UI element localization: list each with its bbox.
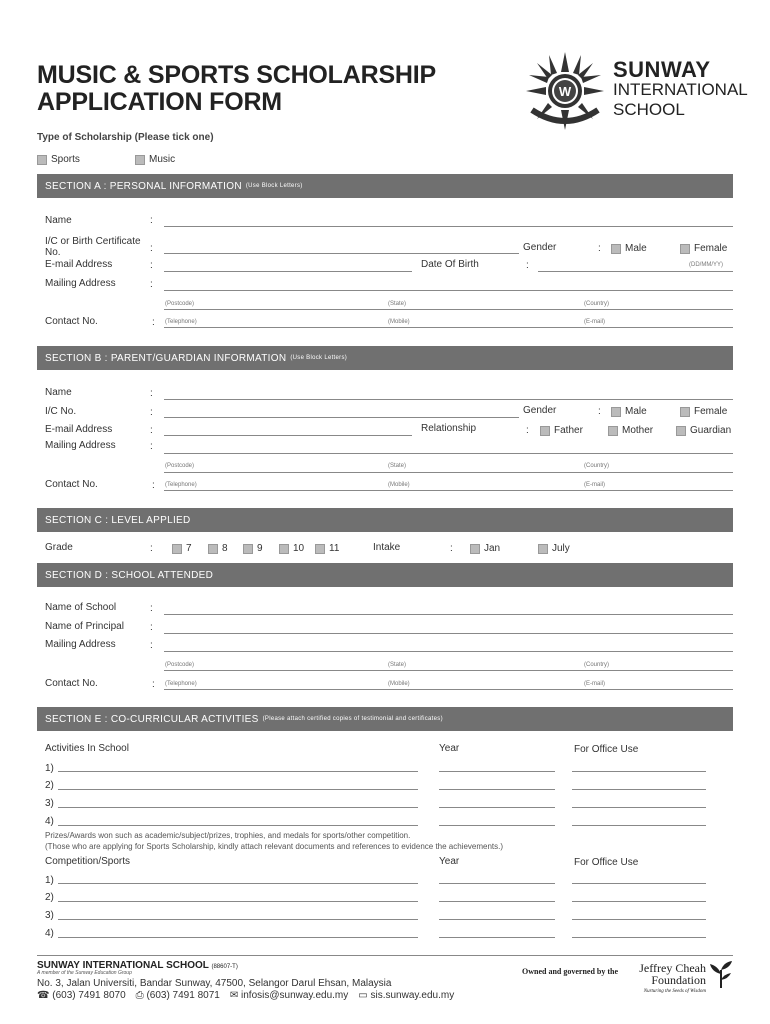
a-dob-field[interactable] bbox=[538, 271, 733, 272]
footer-email[interactable]: ✉ infosis@sunway.edu.my bbox=[229, 990, 349, 1001]
checkbox[interactable] bbox=[37, 155, 47, 165]
b-relationship-label: Relationship bbox=[421, 423, 477, 434]
footer-phone[interactable]: ☎ (603) 7491 8070 bbox=[37, 990, 126, 1001]
e-prizes-note-1: Prizes/Awards won such as academic/subject/prizes, trophies, and medals for sports/other competition. bbox=[45, 831, 411, 840]
e-activity-field-4[interactable] bbox=[58, 825, 418, 826]
e-competition-office-label: For Office Use bbox=[574, 857, 639, 868]
a-mailing-label: Mailing Address bbox=[45, 278, 116, 289]
b-ic-label: I/C No. bbox=[45, 406, 77, 417]
c-intake-july[interactable]: July bbox=[538, 543, 570, 554]
e-comp-year-1[interactable] bbox=[439, 883, 555, 884]
e-competition-label: Competition/Sports bbox=[45, 856, 131, 867]
section-a-header: SECTION A : PERSONAL INFORMATION (Use Block Letters) bbox=[37, 174, 733, 198]
sunway-sun-logo-icon bbox=[524, 50, 606, 132]
e-office-label: For Office Use bbox=[574, 744, 639, 755]
e-activity-field-2[interactable] bbox=[58, 789, 418, 790]
b-rel-father[interactable]: Father bbox=[540, 425, 583, 436]
e-activity-year-4[interactable] bbox=[439, 825, 555, 826]
a-dob-hint: (DD/MM/YY) bbox=[689, 262, 723, 268]
a-mailing-field-2[interactable] bbox=[164, 309, 733, 310]
c-grade-9[interactable]: 9 bbox=[243, 543, 263, 554]
c-intake-label: Intake bbox=[373, 542, 401, 553]
footer-owned-label: Owned and governed by the bbox=[522, 967, 619, 976]
e-comp-year-3[interactable] bbox=[439, 919, 555, 920]
svg-text:W: W bbox=[558, 84, 572, 99]
b-rel-mother[interactable]: Mother bbox=[608, 425, 653, 436]
brand-name bbox=[613, 57, 748, 120]
footer-school-name: SUNWAY INTERNATIONAL SCHOOL (88607-T) bbox=[37, 960, 238, 971]
b-mailing-label: Mailing Address bbox=[45, 440, 116, 451]
e-comp-year-2[interactable] bbox=[439, 901, 555, 902]
e-year-label: Year bbox=[439, 743, 460, 754]
mail-icon: ✉ bbox=[229, 990, 239, 1001]
e-competition-year-label: Year bbox=[439, 856, 460, 867]
d-mailing-label: Mailing Address bbox=[45, 639, 116, 650]
e-comp-office-1[interactable] bbox=[572, 883, 706, 884]
footer-divider bbox=[37, 955, 733, 956]
a-mailing-field-1[interactable] bbox=[164, 290, 733, 291]
b-rel-guardian[interactable]: Guardian bbox=[676, 425, 731, 436]
b-contact-field[interactable] bbox=[164, 490, 733, 491]
e-comp-field-2[interactable] bbox=[58, 901, 418, 902]
e-activity-field-3[interactable] bbox=[58, 807, 418, 808]
b-email-label: E-mail Address bbox=[45, 424, 113, 435]
e-activity-office-3[interactable] bbox=[572, 807, 706, 808]
section-c-header: SECTION C : LEVEL APPLIED bbox=[37, 508, 733, 532]
footer-address: No. 3, Jalan Universiti, Bandar Sunway, 47500, Selangor Darul Ehsan, Malaysia bbox=[37, 978, 392, 989]
d-school-label: Name of School bbox=[45, 602, 117, 613]
phone-icon: ☎ bbox=[37, 990, 50, 1001]
scholarship-type-label: Type of Scholarship (Please tick one) bbox=[37, 132, 214, 143]
b-gender-label: Gender bbox=[523, 405, 557, 416]
a-contact-label: Contact No. bbox=[45, 316, 98, 327]
tree-logo-icon bbox=[708, 960, 734, 988]
a-name-field[interactable] bbox=[164, 226, 733, 227]
e-comp-year-4[interactable] bbox=[439, 937, 555, 938]
e-activity-year-3[interactable] bbox=[439, 807, 555, 808]
b-mailing-field-2[interactable] bbox=[164, 472, 733, 473]
footer-web[interactable]: ▭ sis.sunway.edu.my bbox=[358, 990, 455, 1001]
c-grade-11[interactable]: 11 bbox=[315, 543, 339, 554]
e-comp-office-3[interactable] bbox=[572, 919, 706, 920]
b-name-field[interactable] bbox=[164, 399, 733, 400]
e-comp-office-2[interactable] bbox=[572, 901, 706, 902]
checkbox[interactable] bbox=[135, 155, 145, 165]
footer-member: A member of the Sunway Education Group bbox=[37, 970, 132, 976]
title-line-1: MUSIC & SPORTS SCHOLARSHIP bbox=[37, 61, 436, 89]
section-e-header: SECTION E : CO-CURRICULAR ACTIVITIES (Please attach certified copies of testimonial and certificates) bbox=[37, 707, 733, 731]
e-comp-office-4[interactable] bbox=[572, 937, 706, 938]
footer-fax: ⎙ (603) 7491 8071 bbox=[135, 990, 220, 1001]
e-comp-field-3[interactable] bbox=[58, 919, 418, 920]
a-email-label: E-mail Address bbox=[45, 259, 113, 270]
title-line-2: APPLICATION FORM bbox=[37, 88, 282, 116]
a-email-field[interactable] bbox=[164, 271, 412, 272]
b-ic-field[interactable] bbox=[164, 417, 519, 418]
d-contact-field[interactable] bbox=[164, 689, 733, 690]
d-mailing-field-1[interactable] bbox=[164, 651, 733, 652]
e-comp-field-4[interactable] bbox=[58, 937, 418, 938]
foundation-logo-text: Jeffrey Cheah Foundation Nurturing the Seeds of Wisdom bbox=[639, 961, 706, 994]
brand-line-1: SUNWAY bbox=[613, 57, 711, 82]
c-grade-10[interactable]: 10 bbox=[279, 543, 304, 554]
e-activity-year-2[interactable] bbox=[439, 789, 555, 790]
e-activity-office-2[interactable] bbox=[572, 789, 706, 790]
footer-contacts bbox=[37, 990, 454, 1001]
e-activity-office-4[interactable] bbox=[572, 825, 706, 826]
d-principal-field[interactable] bbox=[164, 633, 733, 634]
a-ic-field[interactable] bbox=[164, 253, 519, 254]
a-name-label: Name bbox=[45, 215, 72, 226]
b-mailing-field-1[interactable] bbox=[164, 453, 733, 454]
b-name-label: Name bbox=[45, 387, 72, 398]
a-ic-label: I/C or Birth Certificate No. bbox=[45, 236, 141, 258]
b-gender-male[interactable]: Male bbox=[611, 406, 647, 417]
b-contact-label: Contact No. bbox=[45, 479, 98, 490]
c-grade-label: Grade bbox=[45, 542, 73, 553]
e-activity-office-1[interactable] bbox=[572, 771, 706, 772]
e-prizes-note-2: (Those who are applying for Sports Scholarship, kindly attach relevant documents and references to evidence the achievements.) bbox=[45, 842, 504, 851]
d-principal-label: Name of Principal bbox=[45, 621, 124, 632]
section-b-header: SECTION B : PARENT/GUARDIAN INFORMATION (Use Block Letters) bbox=[37, 346, 733, 370]
scholarship-option-sports[interactable]: Sports bbox=[37, 154, 80, 165]
b-gender-female[interactable]: Female bbox=[680, 406, 727, 417]
e-activities-label: Activities In School bbox=[45, 743, 129, 754]
e-comp-field-1[interactable] bbox=[58, 883, 418, 884]
a-gender-male[interactable]: Male bbox=[611, 243, 647, 254]
form-title bbox=[37, 62, 436, 116]
b-email-field[interactable] bbox=[164, 435, 412, 436]
e-activity-field-1[interactable] bbox=[58, 771, 418, 772]
d-contact-label: Contact No. bbox=[45, 678, 98, 689]
a-contact-field[interactable] bbox=[164, 327, 733, 328]
section-d-header: SECTION D : SCHOOL ATTENDED bbox=[37, 563, 733, 587]
d-school-field[interactable] bbox=[164, 614, 733, 615]
scholarship-option-music[interactable]: Music bbox=[135, 154, 175, 165]
a-dob-label: Date Of Birth bbox=[421, 259, 479, 270]
d-mailing-field-2[interactable] bbox=[164, 670, 733, 671]
c-intake-jan[interactable]: Jan bbox=[470, 543, 500, 554]
brand-line-3: SCHOOL bbox=[613, 100, 685, 119]
a-gender-female[interactable]: Female bbox=[680, 243, 727, 254]
brand-line-2: INTERNATIONAL bbox=[613, 80, 748, 99]
a-gender-label: Gender bbox=[523, 242, 557, 253]
c-grade-8[interactable]: 8 bbox=[208, 543, 228, 554]
fax-icon: ⎙ bbox=[135, 990, 144, 1001]
c-grade-7[interactable]: 7 bbox=[172, 543, 192, 554]
e-activity-year-1[interactable] bbox=[439, 771, 555, 772]
computer-icon: ▭ bbox=[358, 990, 368, 1001]
